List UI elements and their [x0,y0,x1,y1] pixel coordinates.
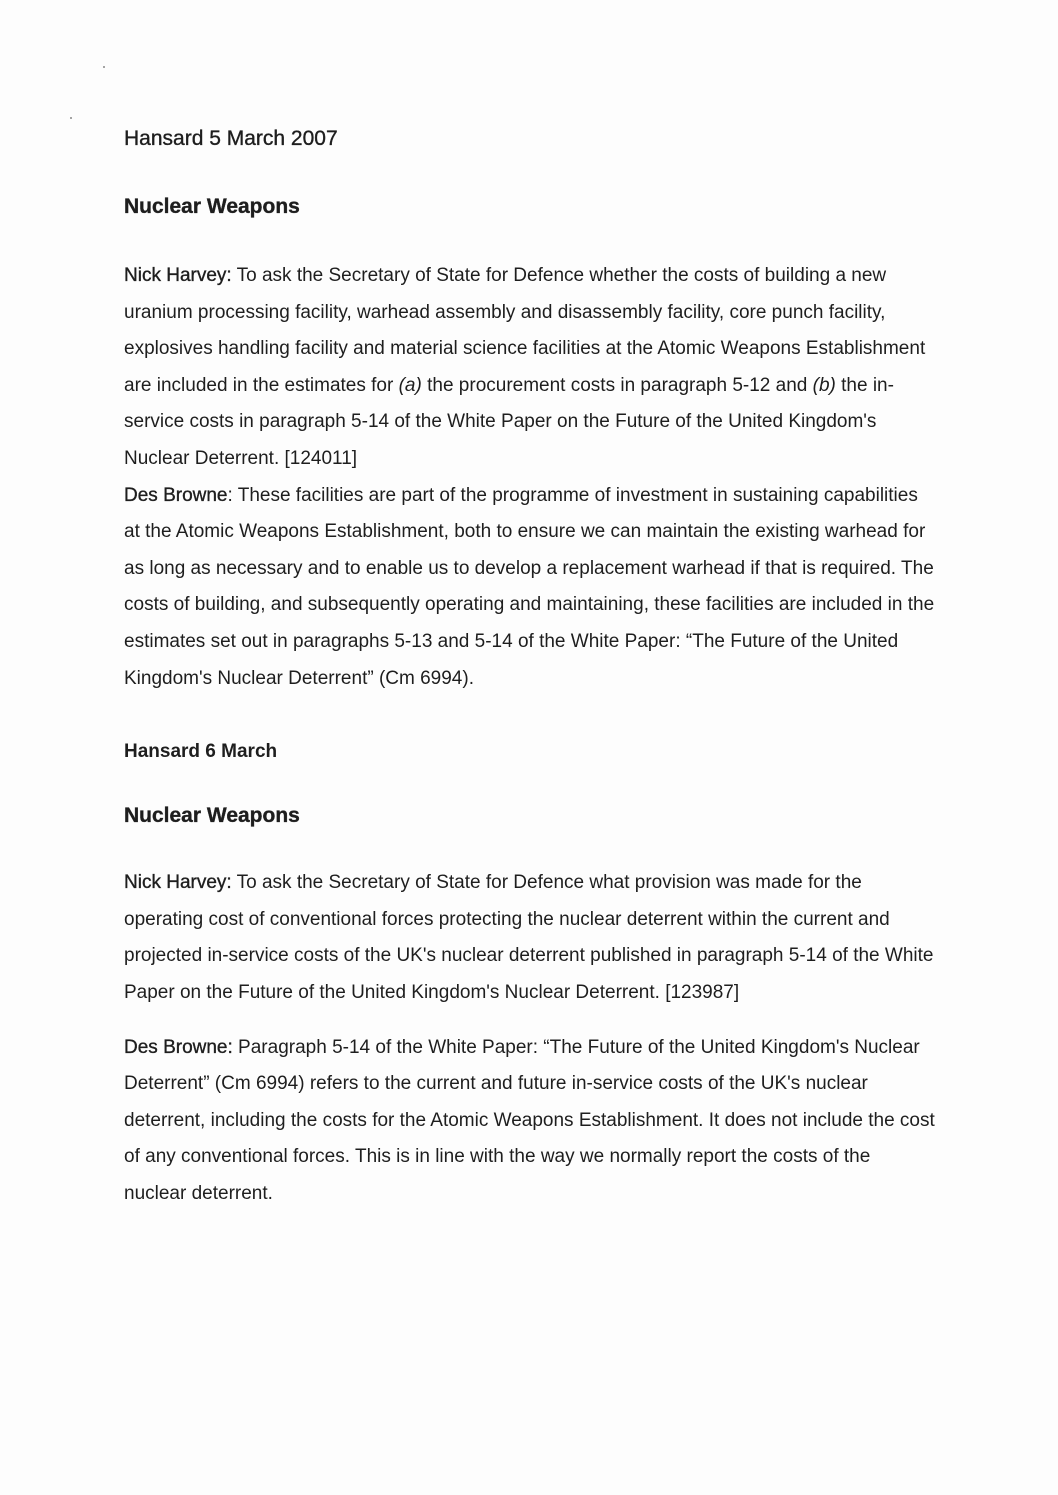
question-text: the procurement costs in paragraph 5-12 and [421,374,813,396]
answer-text: : These facilities are part of the programme of investment in sustaining capabilities at the Atomic Weapons Establishment, both to ensure we can maintain the existing warhead for as long as necessary and to enable us to develop a replacement warhead if that is required. The costs of building, and subsequently operating and maintaining, these facilities are included in the estimates set out in paragraphs 5-13 and 5-14 of the White Paper: “The Future of the United Kingdom's Nuclear Deterrent” (Cm 6994). [124,484,935,689]
answer-paragraph [124,478,936,698]
section-heading-date: Hansard 5 March 2007 [124,127,338,150]
scan-speck [70,117,72,119]
speaker-name: Des Browne [124,484,228,506]
speaker-name: Des Browne: [124,1036,233,1058]
question-paragraph [124,865,936,1011]
document-body [124,124,936,1212]
item-marker-b: (b) [812,374,836,396]
scan-speck [103,66,105,68]
section-title: Nuclear Weapons [124,804,300,828]
section-heading-date: Hansard 6 March [124,741,278,763]
question-text: the in-service costs in paragraph 5-14 of the White Paper on the Future of the United Kingdom's Nuclear Deterrent. [124011] [124,374,894,469]
question-text: To ask the Secretary of State for Defence what provision was made for the operating cost of conventional forces protecting the nuclear deterrent within the current and projected in-service costs of the UK's nuclear deterrent published in paragraph 5-14 of the White Paper on the Future of the United Kingdom's Nuclear Deterrent. [123987] [124,872,934,1003]
item-marker-a: (a) [398,374,422,396]
question-paragraph [124,258,936,478]
question-text: To ask the Secretary of State for Defence whether the costs of building a new uranium processing facility, warhead assembly and disassembly facility, core punch facility, explosives handling facility and material science facilities at the Atomic Weapons Establishment are included in the estimates for [124,265,926,396]
answer-paragraph [124,1030,936,1213]
section-title: Nuclear Weapons [124,195,300,218]
speaker-name: Nick Harvey: [124,872,232,894]
speaker-name: Nick Harvey: [124,265,232,286]
answer-text: Paragraph 5-14 of the White Paper: “The Future of the United Kingdom's Nuclear Deterrent” (Cm 6994) refers to the current and future in-service costs of the UK's nuclear deterrent, including the costs for the Atomic Weapons Establishment. It does not include the cost of any conventional forces. This is in line with the way we normally report the costs of the nuclear deterrent. [124,1036,935,1204]
